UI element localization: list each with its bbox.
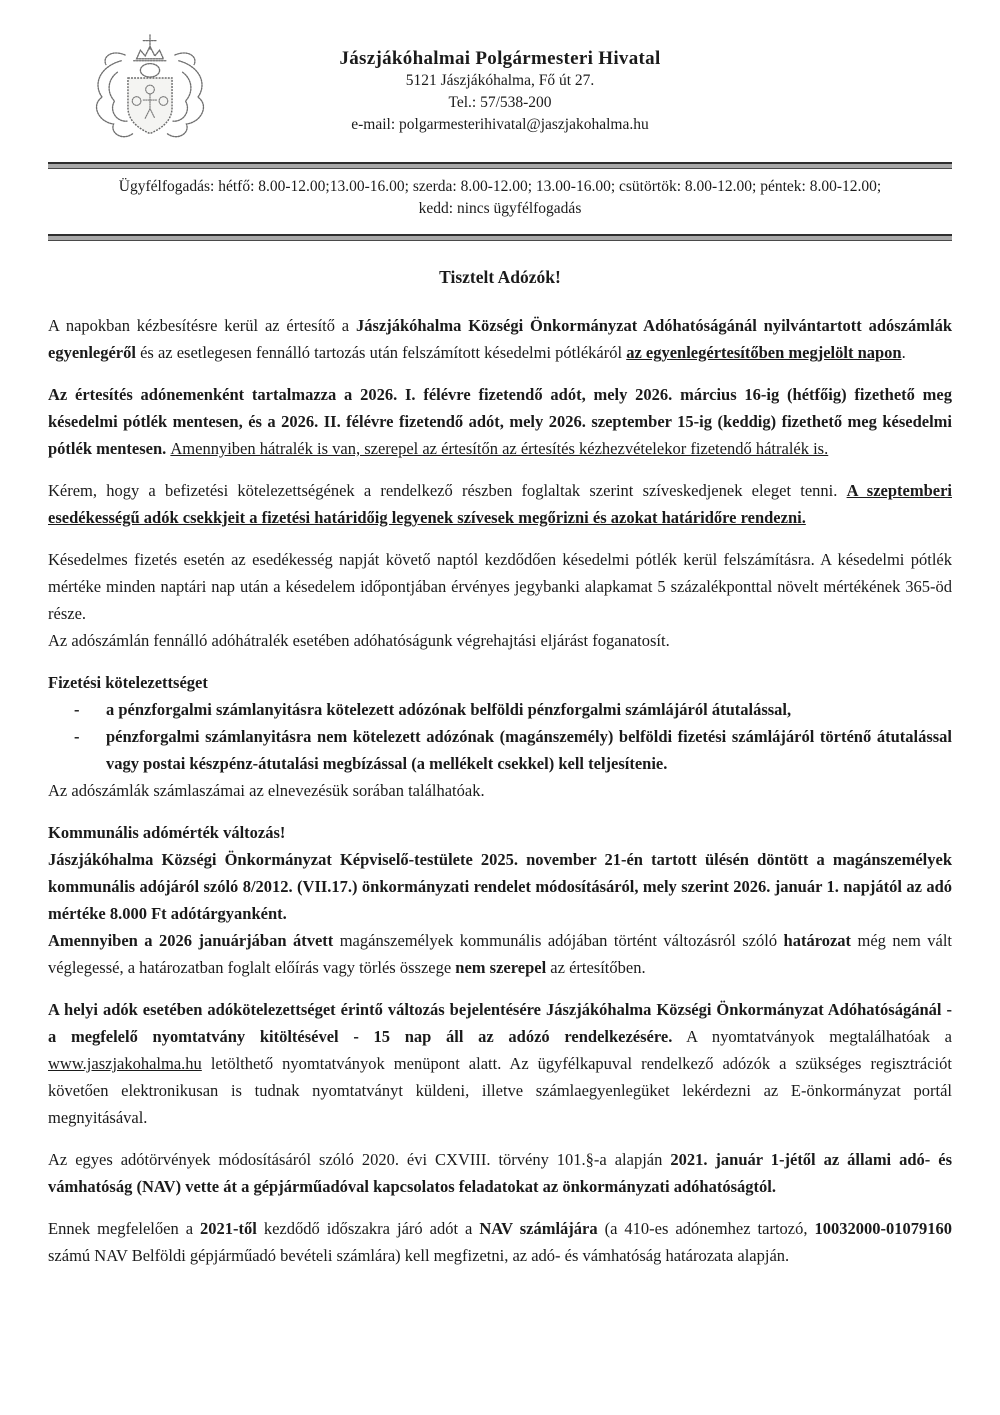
office-hours-line2: kedd: nincs ügyfélfogadás xyxy=(418,200,582,217)
text-segment: határozat xyxy=(783,931,852,950)
paragraph-local-tax-reporting xyxy=(48,996,952,1131)
coat-of-arms-logo xyxy=(80,32,220,147)
org-email: e-mail: polgarmesterihivatal@jaszjakohalma.hu xyxy=(351,116,649,133)
paragraph-balance-notice xyxy=(48,312,952,366)
org-phone: Tel.: 57/538-200 xyxy=(448,94,552,111)
text-segment: pénzforgalmi számlanyitásra nem kötelezett adózónak (magánszemély) belföldi fizetési számlájáról történő átutalással vagy postai készpénz-átutalási megbízással (a mellékelt csekkel) kell teljesítenie. xyxy=(106,727,952,773)
paragraph-payment-request xyxy=(48,477,952,531)
text-segment: 2021. január 1-jétől az állami adó- és vámhatóság (NAV) vette át a gépjárműadóval kapcsolatos feladatokat az önkormányzati adóhatóságtól. xyxy=(48,1150,952,1196)
text-segment: az egyenlegértesítőben megjelölt napon xyxy=(626,343,902,362)
text-segment: A napokban kézbesítésre kerül az értesítő a xyxy=(48,316,356,335)
org-address: 5121 Jászjákóhalma, Fő út 27. xyxy=(405,72,595,89)
list-item xyxy=(48,723,952,777)
text-segment: Jászjákóhalma Községi Önkormányzat Adóhatóságánál nyilvántartott adószámlák egyenlegéről xyxy=(48,316,952,362)
text-segment: NAV számlájára xyxy=(479,1219,598,1238)
text-segment: (a 410-es adónemhez tartozó, xyxy=(597,1219,815,1238)
text-segment: Az értesítés adónemenként tartalmazza a 2026. I. félévre fizetendő adót, mely 2026. március 16-ig (hétfőig) fizethető meg késedelmi pótlék mentesen, és a 2026. II. félévre fizetendő adót, mely 2026. szeptember 15-ig (keddig) fizethető meg késedelmi pótlék mentesen. xyxy=(48,385,952,458)
paragraph-deadlines xyxy=(48,381,952,462)
text-segment: kezdődő időszakra járó adót a xyxy=(256,1219,480,1238)
text-segment: és az esetlegesen fennálló tartozás után felszámított késedelmi pótlékáról xyxy=(135,343,627,362)
paragraph-communal-tax-change xyxy=(48,819,952,981)
double-rule-divider-bottom xyxy=(48,234,952,241)
text-segment: Az adószámlák számlaszámai az elnevezésük sorában találhatóak. xyxy=(48,781,485,800)
paragraph-nav-account xyxy=(48,1215,952,1269)
text-segment: A szeptemberi esedékességű adók csekkjeit a fizetési határidőig legyenek szívesek megőrizni és azokat határidőre rendezni. xyxy=(48,481,952,527)
text-segment: Kérem, hogy a befizetési kötelezettségének a rendelkező részben foglaltak szerint szíveskedjenek eleget tenni. xyxy=(48,481,847,500)
text-segment: számú NAV Belföldi gépjárműadó bevételi számlára) kell megfizetni, az adó- és vámhatóság határozata alapján. xyxy=(48,1246,790,1265)
payment-methods-section xyxy=(48,669,952,804)
text-segment: Kommunális adómérték változás! xyxy=(48,823,286,842)
text-segment: Az egyes adótörvények módosításáról szóló 2020. évi CXVIII. törvény 101.§-a alapján xyxy=(48,1150,671,1169)
list-item-text xyxy=(106,723,952,777)
payment-methods-heading xyxy=(48,669,952,696)
text-segment: Amennyiben a 2026 januárjában átvett xyxy=(48,931,334,950)
text-segment: Fizetési kötelezettséget xyxy=(48,673,208,692)
text-segment: még nem vált véglegessé, a határozatban foglalt előírás vagy törlés összege xyxy=(48,931,952,977)
text-segment: nem szerepel xyxy=(455,958,547,977)
office-hours-line1: Ügyfélfogadás: hétfő: 8.00-12.00;13.00-16.00; szerda: 8.00-12.00; 13.00-16.00; csütörtök: 8.00-12.00; péntek: 8.00-12.00; xyxy=(118,178,882,195)
paragraph-nav-transfer xyxy=(48,1146,952,1200)
website-url: www.jaszjakohalma.hu xyxy=(48,1054,202,1073)
text-segment: az értesítőben. xyxy=(546,958,646,977)
text-segment: 10032000-01079160 xyxy=(814,1219,952,1238)
text-segment: 2021-től xyxy=(200,1219,257,1238)
list-item xyxy=(48,696,952,723)
office-hours xyxy=(48,169,952,226)
text-segment: a pénzforgalmi számlanyitásra kötelezett adózónak belföldi pénzforgalmi számlájáról átutalással, xyxy=(106,700,792,719)
double-rule-divider-top xyxy=(48,162,952,169)
text-segment: A helyi adók esetében adókötelezettséget érintő változás bejelentésére Jászjákóhalma Községi Önkormányzat Adóhatóságánál - a megfelelő nyomtatvány kitöltésével - 15 nap áll az adózó rendelkezésére. xyxy=(48,1000,952,1046)
text-segment: Késedelmes fizetés esetén az esedékesség napját követő naptól kezdődően késedelmi pótlék kerül felszámításra. A késedelmi pótlék mértéke minden naptári nap után a késedelem időpontjában érvényes jegybanki alapkamat 5 százalékponttal növelt mértékének 365-öd része. xyxy=(48,550,952,623)
list-item-text xyxy=(106,696,952,723)
salutation: Tisztelt Adózók! xyxy=(439,267,561,287)
text-segment: letölthető nyomtatványok menüpont alatt. Az ügyfélkapuval rendelkező adózók a szükséges regisztrációt követően elektronikusan is tudnak nyomtatványt küldeni, illetve számlaegyenlegüket lekérdezni az E-önkormányzat portál megnyitásával. xyxy=(48,1054,952,1127)
text-segment: Ennek megfelelően a xyxy=(48,1219,201,1238)
text-segment: A nyomtatványok megtalálhatóak a xyxy=(672,1027,952,1046)
text-segment: magánszemélyek kommunális adójában történt változásról szóló xyxy=(333,931,784,950)
text-segment: Amennyiben hátralék is van, szerepel az értesítőn az értesítés kézhezvételekor fizetendő hátralék is. xyxy=(170,439,829,458)
paragraph-late-penalty xyxy=(48,546,952,654)
letterhead xyxy=(48,30,952,152)
letter-body xyxy=(48,312,952,1269)
org-name: Jászjákóhalmai Polgármesteri Hivatal xyxy=(339,48,661,69)
payment-methods-closing xyxy=(48,777,952,804)
bullet-marker: - xyxy=(74,700,80,719)
bullet-marker: - xyxy=(74,727,80,746)
text-segment: Jászjákóhalma Községi Önkormányzat Képviselő-testülete 2025. november 21-én tartott ülésén döntött a magánszemélyek kommunális adójáról szóló 8/2012. (VII.17.) önkormányzati rendelet módosításáról, mely szerint 2026. január 1. napjától az adó mértéke 8.000 Ft adótárgyanként. xyxy=(48,850,952,923)
text-segment: . xyxy=(901,343,906,362)
text-segment: Az adószámlán fennálló adóhátralék esetében adóhatóságunk végrehajtási eljárást foganatosít. xyxy=(48,631,670,650)
